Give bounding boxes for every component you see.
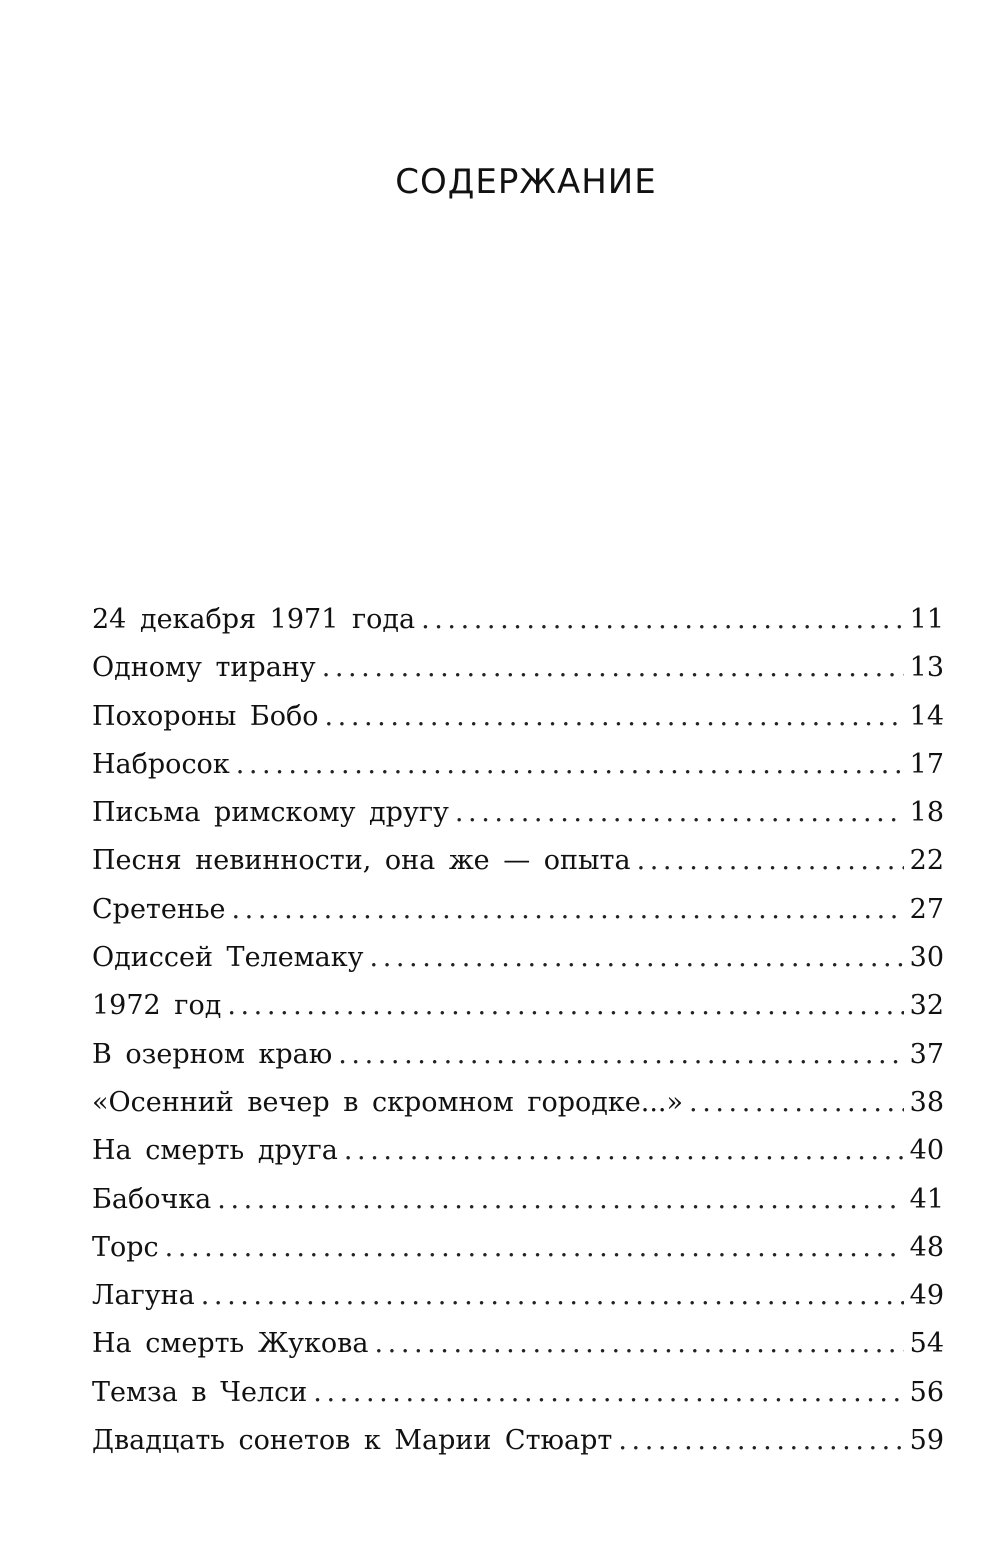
page-number: 11 — [909, 604, 944, 635]
entry-title: Двадцать сонетов к Марии Стюарт — [92, 1425, 613, 1457]
dot-leader — [236, 749, 904, 780]
entry-title: Письма римскому другу — [92, 797, 449, 829]
toc-entry — [92, 1184, 944, 1232]
table-of-contents — [92, 604, 944, 1473]
toc-entry — [92, 990, 944, 1038]
entry-title: Песня невинности, она же — опыта — [92, 845, 631, 877]
entry-title: 1972 год — [92, 990, 222, 1022]
entry-title: Торс — [92, 1231, 159, 1263]
entry-title: Одному тирану — [92, 652, 316, 684]
dot-leader — [637, 845, 904, 876]
page-number: 18 — [909, 797, 944, 829]
page-number: 56 — [909, 1376, 944, 1408]
entry-title: Одиссей Телемаку — [92, 942, 364, 974]
dot-leader — [325, 701, 904, 732]
entry-title: Бабочка — [92, 1183, 212, 1215]
dot-leader — [217, 1184, 903, 1215]
page-number: 59 — [909, 1425, 944, 1457]
page-number: 38 — [909, 1086, 944, 1118]
entry-title: В озерном краю — [92, 1038, 333, 1070]
dot-leader — [201, 1280, 904, 1311]
page-number: 17 — [909, 748, 944, 780]
toc-entry — [92, 701, 944, 749]
page-number: 13 — [909, 652, 944, 684]
dot-leader — [322, 652, 904, 683]
dot-leader — [313, 1377, 903, 1408]
dot-leader — [370, 942, 904, 973]
toc-entry — [92, 894, 944, 942]
entry-title: Лагуна — [92, 1280, 195, 1312]
toc-entry — [92, 604, 944, 652]
dot-leader — [165, 1232, 904, 1263]
page-number: 22 — [909, 845, 944, 877]
dot-leader — [338, 1039, 903, 1070]
entry-title: Набросок — [92, 748, 230, 780]
page-number: 30 — [909, 942, 944, 974]
page-number: 27 — [909, 893, 944, 925]
dot-leader — [455, 797, 904, 828]
page-title: СОДЕРЖАНИЕ — [395, 162, 657, 202]
entry-title: На смерть друга — [92, 1135, 338, 1167]
entry-title: Сретенье — [92, 893, 226, 925]
page-number: 32 — [909, 990, 944, 1022]
toc-entry — [92, 1425, 944, 1473]
toc-entry — [92, 1377, 944, 1425]
toc-entry — [92, 942, 944, 990]
page-number: 40 — [909, 1135, 944, 1167]
entry-title: На смерть Жукова — [92, 1328, 369, 1360]
page-number: 14 — [909, 700, 944, 732]
page-number: 48 — [909, 1231, 944, 1263]
toc-entry — [92, 749, 944, 797]
entry-title: Похороны Бобо — [92, 700, 319, 732]
toc-entry — [92, 1039, 944, 1087]
dot-leader — [232, 894, 904, 925]
page-number: 41 — [909, 1183, 944, 1215]
toc-entry — [92, 845, 944, 893]
page-number: 49 — [909, 1280, 944, 1312]
toc-entry — [92, 1328, 944, 1376]
dot-leader — [374, 1328, 903, 1359]
dot-leader — [421, 604, 904, 635]
entry-title: «Осенний вечер в скромном городке...» — [92, 1086, 684, 1118]
dot-leader — [618, 1425, 903, 1456]
dot-leader — [689, 1087, 904, 1118]
page-number: 37 — [909, 1038, 944, 1070]
dot-leader — [344, 1135, 904, 1166]
entry-title: 24 декабря 1971 года — [92, 604, 416, 635]
toc-entry — [92, 1087, 944, 1135]
dot-leader — [227, 990, 903, 1021]
page-number: 54 — [909, 1328, 944, 1360]
toc-entry — [92, 1280, 944, 1328]
toc-entry — [92, 1135, 944, 1183]
toc-entry — [92, 1232, 944, 1280]
entry-title: Темза в Челси — [92, 1376, 308, 1408]
toc-entry — [92, 652, 944, 700]
toc-entry — [92, 797, 944, 845]
